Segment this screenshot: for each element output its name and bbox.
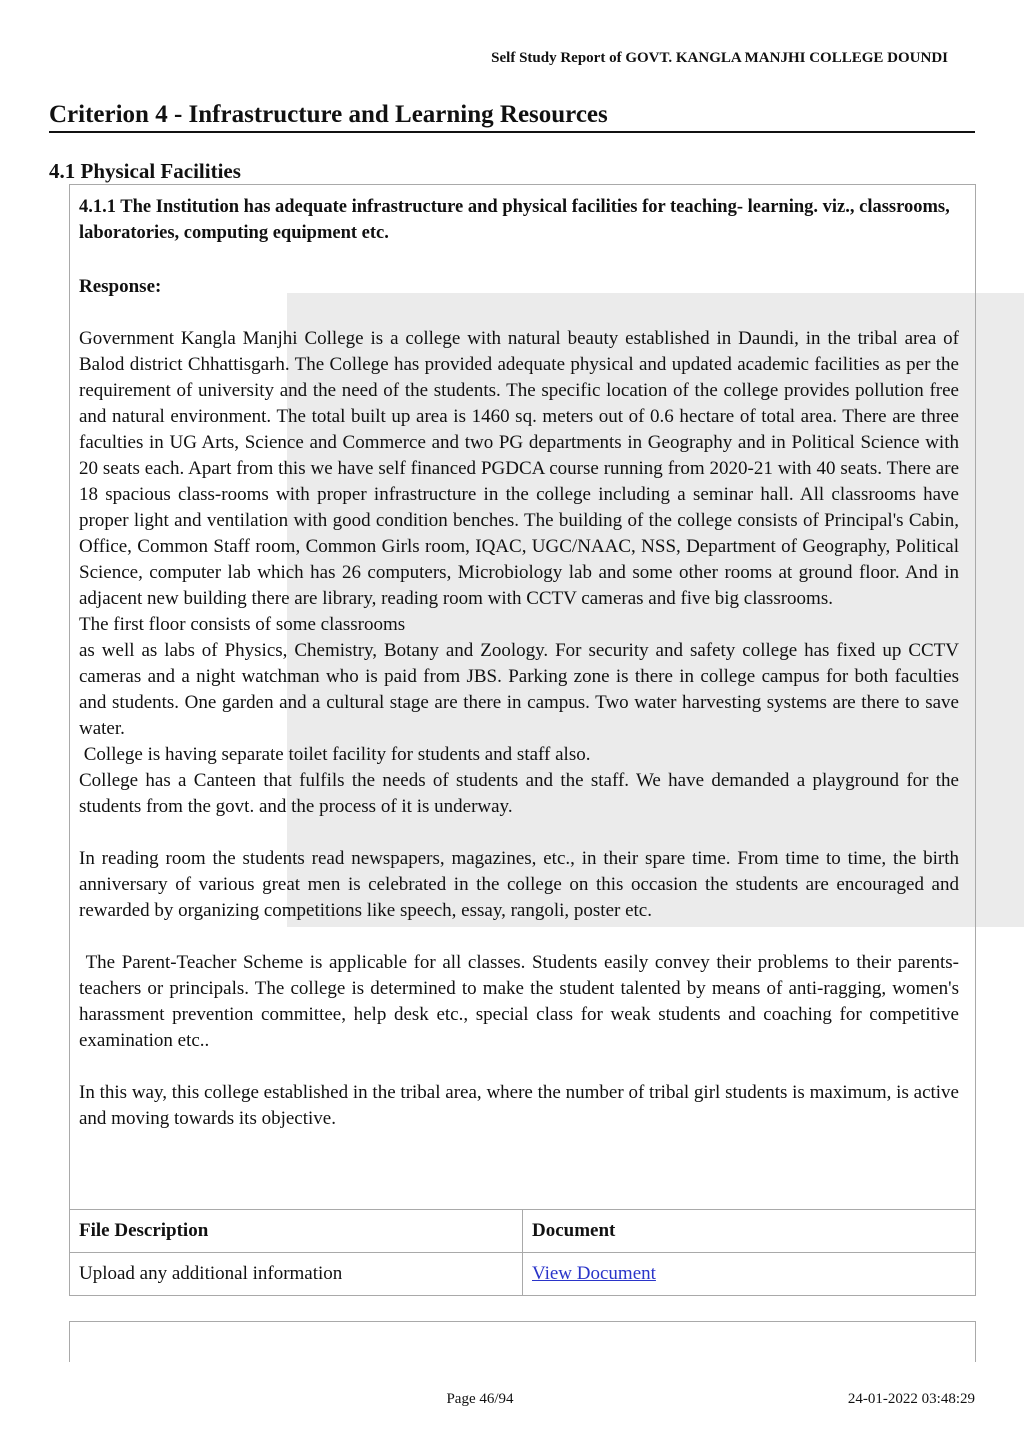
- footer-datetime: 24-01-2022 03:48:29: [847, 1391, 975, 1407]
- response-paragraph-4: In this way, this college established in the tribal area, where the number of tribal girl students is maximum, is active and moving towards its objective.: [79, 1082, 959, 1129]
- response-paragraph-1: [79, 326, 959, 820]
- response-paragraph-3: The Parent-Teacher Scheme is applicable for all classes. Students easily convey their problems to their parents- teachers or principals. The college is determined to make the student talented by means of anti-ragging, women's harassment prevention committee, help desk etc., special class for weak students and coaching for competitive examination etc..: [79, 952, 964, 1051]
- paragraph-1-main: Government Kangla Manjhi College is a college with natural beauty established in Daundi, in the tribal area of Balod district Chhattisgarh. The College has provided adequate physical and updated academic facilities as per the requirement of university and the need of the students. The specific location of the college provides pollution free and natural environment. The total built up area is 1460 sq. meters out of 0.6 hectare of total area. There are three faculties in UG Arts, Science and Commerce and two PG departments in Geography and in Political Science with 20 seats each. Apart from this we have self financed PGDCA course running from 2020-21 with 40 seats. There are 18 spacious class-rooms with proper infrastructure in the college including a seminar hall. All classrooms have proper light and ventilation with good condition benches. The building of the college consists of Principal's Cabin, Office, Common Staff room, Common Girls room, IQAC, UGC/NAAC, NSS, Department of Geography, Political Science, computer lab which has 26 computers, Microbiology lab and some other rooms at ground floor. And in adjacent new building there are library, reading room with CCTV cameras and five big classrooms.: [79, 328, 959, 609]
- response-label: Response:: [79, 276, 162, 297]
- criterion-title: Criterion 4 - Infrastructure and Learning Resources: [49, 100, 975, 133]
- response-paragraph-2: In reading room the students read newspapers, magazines, etc., in their spare time. From time to time, the birth anniversary of various great men is celebrated in the college on this occasion the students are encouraged and rewarded by organizing competitions like speech, essay, rangoli, poster etc.: [79, 848, 959, 921]
- paragraph-1-line-4: College is having separate toilet facility for students and staff also.: [79, 744, 591, 765]
- metric-box: [69, 184, 976, 1296]
- paragraph-1-line-5: College has a Canteen that fulfils the needs of students and the staff. We have demanded a playground for the students from the govt. and the process of it is underway.: [79, 770, 959, 817]
- metric-content: [79, 194, 964, 1132]
- file-table-header-description: File Description: [70, 1210, 523, 1253]
- paragraph-1-line-3: as well as labs of Physics, Chemistry, Botany and Zoology. For security and safety college has fixed up CCTV cameras and a night watchman who is paid from JBS. Parking zone is there in college campus for both faculties and students. One garden and a cultural stage are there in campus. Two water harvesting systems are there to save water.: [79, 640, 959, 739]
- view-document-link[interactable]: View Document: [532, 1263, 656, 1284]
- table-row: [70, 1253, 975, 1296]
- page-number: Page 46/94: [446, 1391, 514, 1407]
- file-table-header-document: Document: [523, 1210, 976, 1253]
- file-table-header-row: [70, 1210, 975, 1253]
- metric-question: 4.1.1 The Institution has adequate infrastructure and physical facilities for teaching- learning. viz., classrooms, laboratories, computing equipment etc.: [79, 197, 950, 243]
- file-table: [70, 1209, 975, 1295]
- section-title: 4.1 Physical Facilities: [49, 159, 241, 183]
- next-metric-box: [69, 1321, 976, 1362]
- file-description-cell: Upload any additional information: [70, 1253, 523, 1296]
- paragraph-1-line-2: The first floor consists of some classrooms: [79, 614, 406, 635]
- file-document-cell: [523, 1253, 976, 1296]
- report-header: Self Study Report of GOVT. KANGLA MANJHI COLLEGE DOUNDI: [491, 50, 948, 66]
